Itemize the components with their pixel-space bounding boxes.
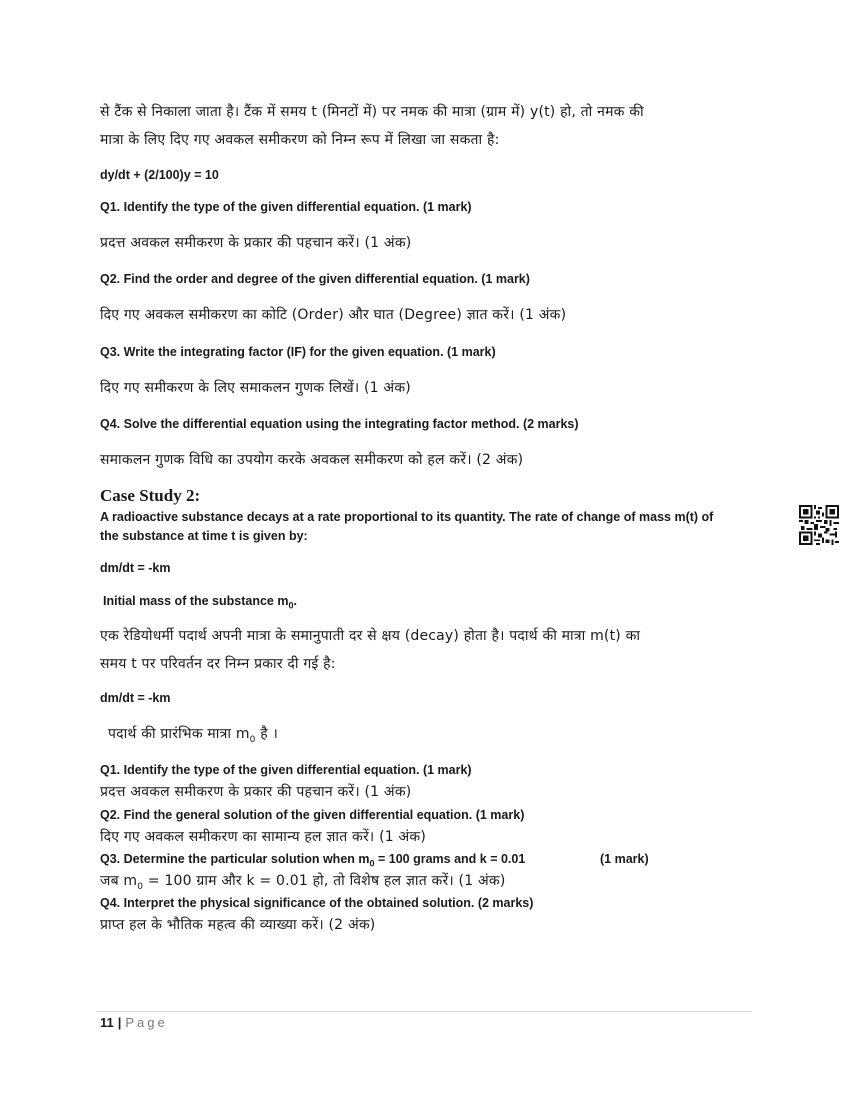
page-footer: [100, 1015, 168, 1030]
case2-intro-en-1: A radioactive substance decays at a rate proportional to its quantity. The rate of change of mass m(t) of: [100, 510, 714, 524]
case1-q4-en: Q4. Solve the differential equation using the integrating factor method. (2 marks): [100, 417, 579, 431]
case-study-2-title: Case Study 2:: [100, 486, 201, 505]
case1-q3-hi: दिए गए समीकरण के लिए समाकलन गुणक लिखें। (1 अंक): [100, 380, 411, 396]
case1-q2-en: Q2. Find the order and degree of the given differential equation. (1 mark): [100, 272, 530, 286]
case1-q2-hi: दिए गए अवकल समीकरण का कोटि (Order) और घात (Degree) ज्ञात करें। (1 अंक): [100, 307, 567, 323]
equation-1: dy/dt + (2/100)y = 10: [100, 168, 219, 182]
case2-q1-hi: प्रदत्त अवकल समीकरण के प्रकार की पहचान करें। (1 अंक): [100, 784, 412, 800]
case2-q4-hi: प्राप्त हल के भौतिक महत्व की व्याख्या करें। (2 अंक): [100, 917, 376, 933]
case2-q4-en: Q4. Interpret the physical significance of the obtained solution. (2 marks): [100, 896, 534, 910]
case2-equation-hi: dm/dt = -km: [100, 691, 171, 705]
case1-q1-en: Q1. Identify the type of the given differential equation. (1 mark): [100, 200, 472, 214]
case2-initial-hi: पदार्थ की प्रारंभिक मात्रा $m_0$ है ।: [108, 726, 279, 745]
footer-divider: [96, 1011, 752, 1012]
case1-q1-hi: प्रदत्त अवकल समीकरण के प्रकार की पहचान करें। (1 अंक): [100, 235, 412, 251]
case2-q2-en: Q2. Find the general solution of the given differential equation. (1 mark): [100, 808, 525, 822]
intro-line-1: से टैंक से निकाला जाता है। टैंक में समय t (मिनटों में) पर नमक की मात्रा (ग्राम में) y(t) हो, तो नमक की: [100, 104, 644, 120]
qr-code-icon: [799, 505, 839, 545]
page-label: Page: [125, 1015, 168, 1030]
footer-separator: |: [117, 1015, 122, 1030]
intro-line-2: मात्रा के लिए दिए गए अवकल समीकरण को निम्न रूप में लिखा जा सकता है:: [100, 132, 500, 148]
case2-initial-en: Initial mass of the substance $m_0$.: [103, 594, 297, 611]
case2-intro-en-2: the substance at time t is given by:: [100, 529, 308, 543]
case1-q3-en: Q3. Write the integrating factor (IF) for the given equation. (1 mark): [100, 345, 496, 359]
case2-q3-en: Q3. Determine the particular solution when $m_0 = 100$ grams and k = 0.01: [100, 852, 526, 869]
case2-q3-mark: (1 mark): [600, 852, 649, 866]
case2-intro-hi-1: एक रेडियोधर्मी पदार्थ अपनी मात्रा के समानुपाती दर से क्षय (decay) होता है। पदार्थ की मात्रा m(t) का: [100, 628, 641, 644]
case2-q1-en: Q1. Identify the type of the given differential equation. (1 mark): [100, 763, 472, 777]
case1-q4-hi: समाकलन गुणक विधि का उपयोग करके अवकल समीकरण को हल करें। (2 अंक): [100, 452, 524, 468]
case2-q2-hi: दिए गए अवकल समीकरण का सामान्य हल ज्ञात करें। (1 अंक): [100, 829, 426, 845]
case2-equation-en: dm/dt = -km: [100, 561, 171, 575]
page-number: 11: [100, 1015, 114, 1030]
case2-q3-hi: जब $m_0 = 100$ ग्राम और k = 0.01 हो, तो विशेष हल ज्ञात करें। (1 अंक): [100, 873, 506, 892]
case2-intro-hi-2: समय t पर परिवर्तन दर निम्न प्रकार दी गई है:: [100, 656, 336, 672]
